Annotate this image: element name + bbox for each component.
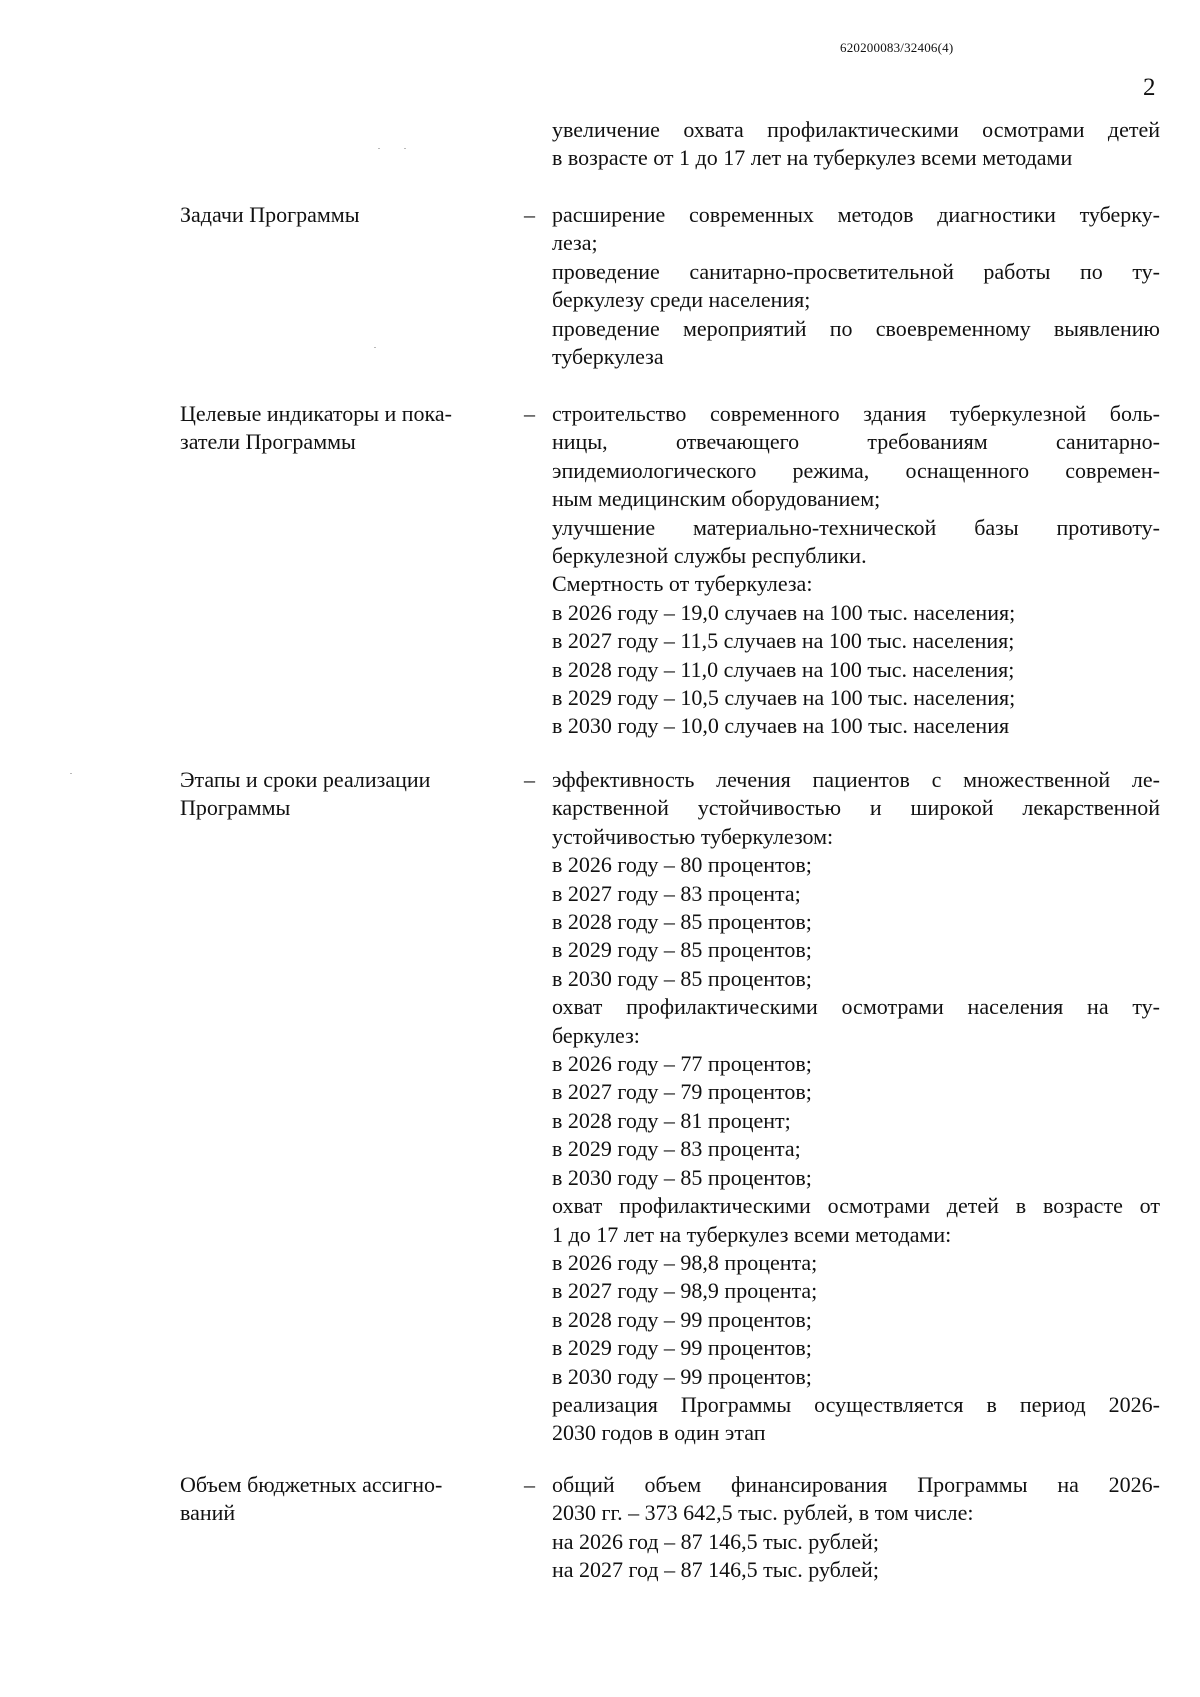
page-number: 2 <box>1143 74 1156 101</box>
content-line: в 2029 году – 10,5 случаев на 100 тыс. населения; <box>552 685 1016 711</box>
row-dash: – <box>524 767 535 792</box>
row-dash: – <box>524 202 535 227</box>
content-line: Смертность от туберкулеза: <box>552 571 813 597</box>
content-line: в 2030 году – 85 процентов; <box>552 965 812 991</box>
row-label-line: Этапы и сроки реализации <box>180 767 431 792</box>
row-label-line: ваний <box>180 1500 236 1525</box>
content-line: ницы, отвечающего требованиям санитарно- <box>552 429 1160 455</box>
content-line: беркулезу среди населения; <box>552 287 811 313</box>
row-label-line: затели Программы <box>180 429 356 454</box>
content-line: улучшение материально-технической базы противоту- <box>552 514 1160 540</box>
content-line: в 2027 году – 83 процента; <box>552 880 801 906</box>
content-line: 2030 годов в один этап <box>552 1420 766 1446</box>
content-line: эпидемиологического режима, оснащенного современ- <box>552 457 1160 483</box>
content-line: на 2027 год – 87 146,5 тыс. рублей; <box>552 1557 879 1583</box>
content-line: леза; <box>552 230 598 256</box>
content-line: в 2026 году – 80 процентов; <box>552 852 812 878</box>
content-line: в 2030 году – 10,0 случаев на 100 тыс. населения <box>552 713 1010 739</box>
content-line: в 2027 году – 11,5 случаев на 100 тыс. населения; <box>552 628 1015 654</box>
content-line: на 2026 год – 87 146,5 тыс. рублей; <box>552 1528 879 1554</box>
row-label-line: Программы <box>180 795 291 820</box>
content-line: в 2030 году – 85 процентов; <box>552 1164 812 1190</box>
scan-speck <box>374 347 376 348</box>
content-line: в 2026 году – 98,8 процента; <box>552 1249 818 1275</box>
row-content <box>552 400 1160 741</box>
scan-speck <box>404 148 406 149</box>
row-content <box>552 116 1160 173</box>
row-label-line: Объем бюджетных ассигно- <box>180 1472 443 1497</box>
content-line: в 2027 году – 79 процентов; <box>552 1079 812 1105</box>
content-line: в 2029 году – 99 процентов; <box>552 1335 812 1361</box>
content-line: туберкулеза <box>552 344 664 370</box>
content-line: в 2028 году – 85 процентов; <box>552 909 812 935</box>
content-line: охват профилактическими осмотрами детей в возрасте от <box>552 1193 1160 1219</box>
content-line: общий объем финансирования Программы на 2026- <box>552 1472 1160 1497</box>
content-line: в 2028 году – 81 процент; <box>552 1107 791 1133</box>
row-content <box>552 1471 1160 1585</box>
content-line: охват профилактическими осмотрами населения на ту- <box>552 994 1160 1020</box>
document-header-code: 620200083/32406(4) <box>840 40 954 55</box>
content-line: в возрасте от 1 до 17 лет на туберкулез всеми методами <box>552 145 1073 171</box>
row-label-line: Целевые индикаторы и пока- <box>180 401 452 426</box>
row-label <box>180 766 510 822</box>
row-dash: – <box>524 1472 535 1497</box>
content-line: беркулезной службы республики. <box>552 543 867 569</box>
content-line: в 2027 году – 98,9 процента; <box>552 1278 818 1304</box>
content-line: беркулез: <box>552 1022 640 1048</box>
scan-speck <box>378 148 380 149</box>
content-line: ным медицинским оборудованием; <box>552 486 881 512</box>
row-content <box>552 766 1160 1448</box>
row-dash: – <box>524 401 535 426</box>
content-line: в 2028 году – 11,0 случаев на 100 тыс. населения; <box>552 656 1015 682</box>
content-line: карственной устойчивостью и широкой лекарственной <box>552 795 1160 821</box>
row-label-line: Задачи Программы <box>180 202 360 227</box>
content-line: в 2030 году – 99 процентов; <box>552 1363 812 1389</box>
row-label <box>180 1471 510 1527</box>
content-line: проведение санитарно-просветительной работы по ту- <box>552 258 1160 284</box>
content-line: в 2029 году – 85 процентов; <box>552 937 812 963</box>
content-line: реализация Программы осуществляется в период 2026- <box>552 1391 1160 1417</box>
content-line: эффективность лечения пациентов с множественной ле- <box>552 767 1160 792</box>
row-label <box>180 201 510 229</box>
content-line: устойчивостью туберкулезом: <box>552 823 834 849</box>
content-line: в 2026 году – 19,0 случаев на 100 тыс. населения; <box>552 599 1016 625</box>
scan-speck <box>70 773 72 774</box>
content-line: 1 до 17 лет на туберкулез всеми методами: <box>552 1221 952 1247</box>
content-line: в 2026 году – 77 процентов; <box>552 1051 812 1077</box>
content-line: в 2028 году – 99 процентов; <box>552 1306 812 1332</box>
row-label <box>180 400 510 456</box>
row-content <box>552 201 1160 371</box>
content-line: проведение мероприятий по своевременному выявлению <box>552 315 1160 341</box>
content-line: 2030 гг. – 373 642,5 тыс. рублей, в том числе: <box>552 1500 974 1526</box>
content-line: строительство современного здания туберкулезной боль- <box>552 401 1160 426</box>
content-line: в 2029 году – 83 процента; <box>552 1136 801 1162</box>
content-line: увеличение охвата профилактическими осмотрами детей <box>552 117 1160 142</box>
content-line: расширение современных методов диагностики туберку- <box>552 202 1160 227</box>
